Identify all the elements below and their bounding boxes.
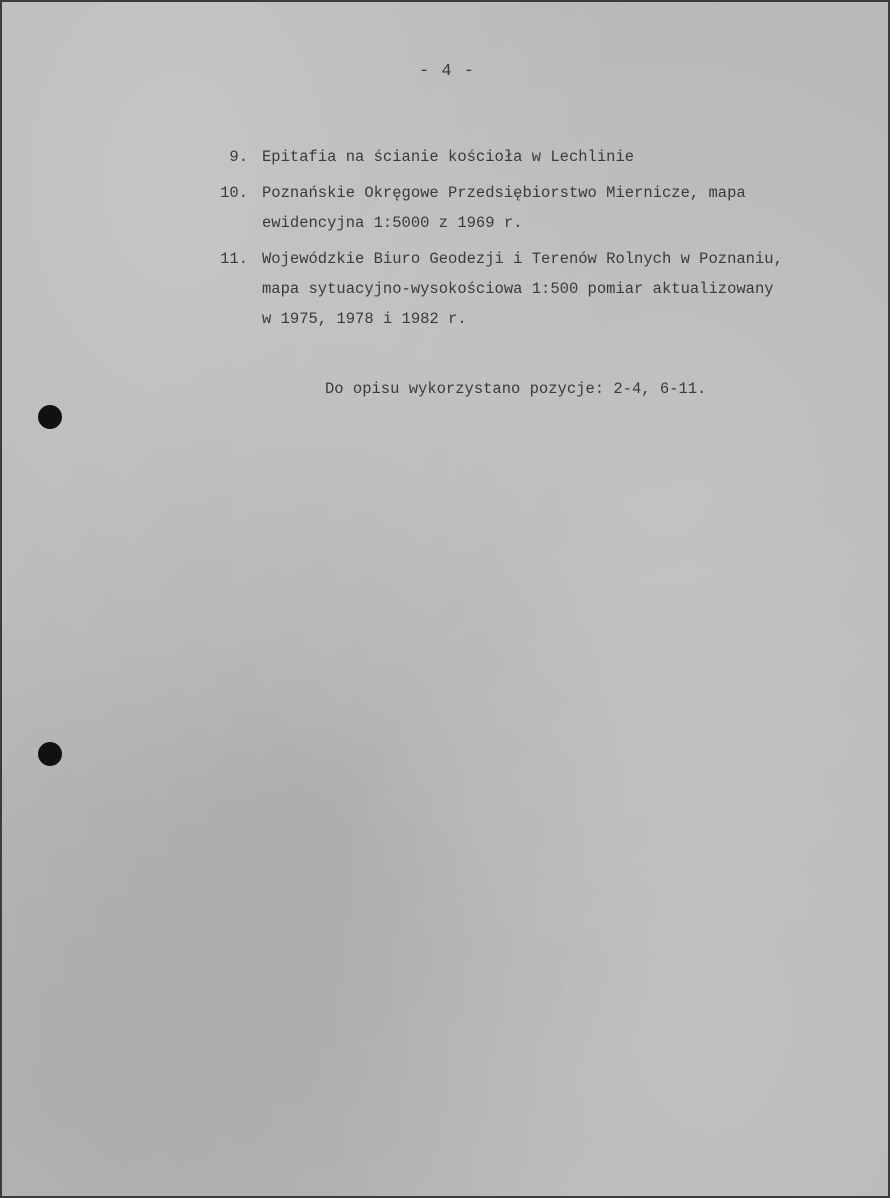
reference-list [212, 142, 877, 340]
reference-number: 11. [220, 250, 248, 268]
reference-number: 10. [220, 184, 248, 202]
reference-item [212, 178, 877, 238]
reference-item [212, 142, 877, 172]
page-number: - 4 - [418, 62, 475, 81]
reference-number: 9. [229, 148, 248, 166]
reference-text: Wojewódzkie Biuro Geodezji i Terenów Rolnych w Poznaniu, [262, 250, 783, 268]
reference-text: mapa sytuacyjno-wysokościowa 1:500 pomiar aktualizowany [262, 280, 774, 298]
reference-text: Poznańskie Okręgowe Przedsiębiorstwo Miernicze, mapa [262, 184, 746, 202]
punch-hole [38, 405, 62, 429]
reference-text: w 1975, 1978 i 1982 r. [262, 310, 467, 328]
sources-note: Do opisu wykorzystano pozycje: 2-4, 6-11. [325, 380, 707, 398]
reference-item [212, 244, 877, 334]
reference-text: Epitafia na ścianie kościoła w Lechlinie [262, 148, 635, 166]
punch-hole [38, 742, 62, 766]
reference-text: ewidencyjna 1:5000 z 1969 r. [262, 214, 523, 232]
